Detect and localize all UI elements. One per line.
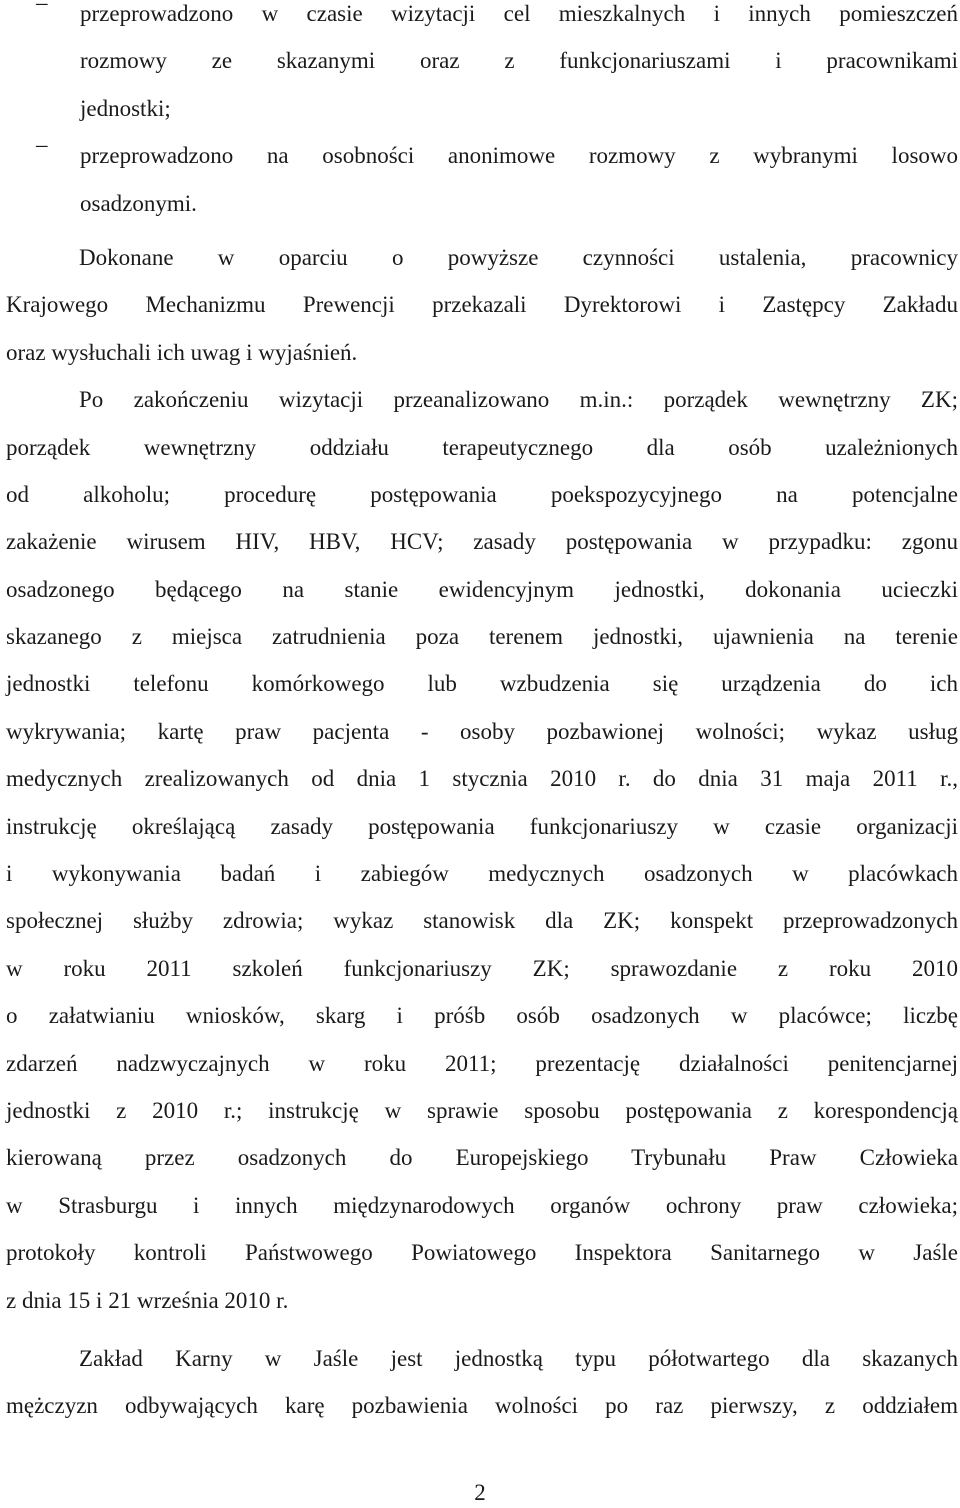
text-line: osadzonymi. — [80, 190, 197, 216]
text-line: porządek wewnętrzny oddziału terapeutycznego dla osób uzależnionych — [6, 434, 958, 460]
text-line: zdarzeń nadzwyczajnych w roku 2011; prezentację działalności penitencjarnej — [6, 1050, 958, 1076]
text-line: wykrywania; kartę praw pacjenta - osoby pozbawionej wolności; wykaz usług — [6, 718, 958, 744]
text-line: protokoły kontroli Państwowego Powiatowego Inspektora Sanitarnego w Jaśle — [6, 1240, 958, 1266]
text-line: i wykonywania badań i zabiegów medycznych osadzonych w placówkach — [6, 861, 958, 887]
text-line: społecznej służby zdrowia; wykaz stanowisk dla ZK; konspekt przeprowadzonych — [6, 908, 958, 934]
text-line: skazanego z miejsca zatrudnienia poza terenem jednostki, ujawnienia na terenie — [6, 624, 958, 650]
text-line: jednostki z 2010 r.; instrukcję w sprawie sposobu postępowania z korespondencją — [6, 1097, 958, 1123]
bullet-item — [6, 132, 958, 227]
bullet-item — [6, 0, 958, 132]
text-line: instrukcję określającą zasady postępowania funkcjonariuszy w czasie organizacji — [6, 813, 958, 839]
text-line: w roku 2011 szkoleń funkcjonariuszy ZK; sprawozdanie z roku 2010 — [6, 955, 958, 981]
text-line: zakażenie wirusem HIV, HBV, HCV; zasady postępowania w przypadku: zgonu — [6, 529, 958, 555]
text-line: Zakład Karny w Jaśle jest jednostką typu półotwartego dla skazanych — [79, 1345, 958, 1371]
text-line: z dnia 15 i 21 września 2010 r. — [6, 1287, 289, 1313]
text-line: Po zakończeniu wizytacji przeanalizowano m.in.: porządek wewnętrzny ZK; — [79, 387, 958, 413]
text-line: Krajowego Mechanizmu Prewencji przekazali Dyrektorowi i Zastępcy Zakładu — [6, 292, 958, 318]
dash-marker: – — [36, 132, 48, 158]
paragraph — [6, 376, 958, 1324]
text-line: medycznych zrealizowanych od dnia 1 stycznia 2010 r. do dnia 31 maja 2011 r., — [6, 766, 958, 792]
text-line: od alkoholu; procedurę postępowania poekspozycyjnego na potencjalne — [6, 481, 958, 507]
text-line: w Strasburgu i innych międzynarodowych organów ochrony praw człowieka; — [6, 1192, 958, 1218]
paragraph — [6, 234, 958, 376]
text-line: kierowaną przez osadzonych do Europejskiego Trybunału Praw Człowieka — [6, 1145, 958, 1171]
page-number: 2 — [474, 1480, 486, 1505]
paragraph — [6, 1335, 958, 1430]
text-line: oraz wysłuchali ich uwag i wyjaśnień. — [6, 339, 358, 365]
text-line: jednostki; — [80, 95, 171, 121]
text-line: rozmowy ze skazanymi oraz z funkcjonariuszami i pracownikami — [80, 48, 958, 74]
dash-marker: – — [36, 0, 48, 15]
text-line: jednostki telefonu komórkowego lub wzbudzenia się urządzenia do ich — [6, 671, 958, 697]
document-body — [6, 0, 958, 1430]
text-line: mężczyzn odbywających karę pozbawienia wolności po raz pierwszy, z oddziałem — [6, 1393, 958, 1419]
text-line: osadzonego będącego na stanie ewidencyjnym jednostki, dokonania ucieczki — [6, 576, 958, 602]
text-line: przeprowadzono na osobności anonimowe rozmowy z wybranymi losowo — [80, 143, 958, 169]
text-line: Dokonane w oparciu o powyższe czynności ustalenia, pracownicy — [79, 244, 958, 270]
text-line: przeprowadzono w czasie wizytacji cel mieszkalnych i innych pomieszczeń — [80, 1, 958, 26]
text-line: o załatwianiu wniosków, skarg i próśb osób osadzonych w placówce; liczbę — [6, 1003, 958, 1029]
